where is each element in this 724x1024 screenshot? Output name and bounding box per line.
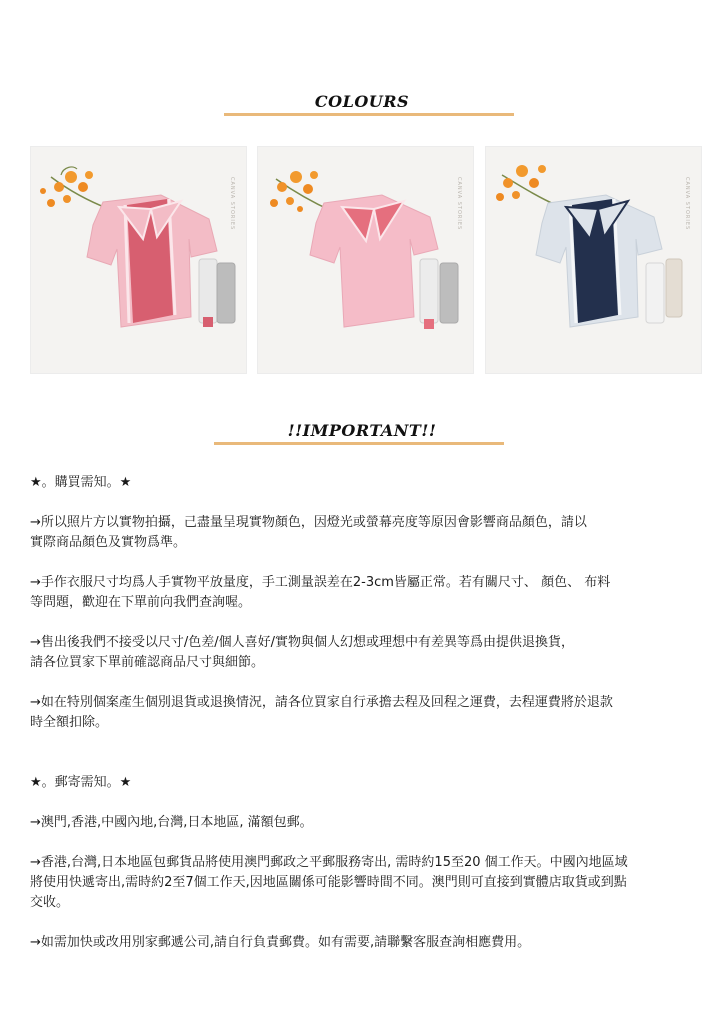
purchase-note: →售出後我們不接受以尺寸/色差/個人喜好/實物與個人幻想或理想中有差異等爲由提供退換貨， 請各位買家下單前確認商品尺寸與細節。 [30,635,575,670]
colour-photo-3[interactable] [485,146,702,374]
purchase-notice [30,473,690,733]
purchase-note: →所以照片方以實物拍攝，己盡量呈現實物顏色，因燈光或螢幕亮度等原因會影響商品顏色，請以 實際商品顏色及實物爲準。 [30,515,587,550]
blouse-shape [87,195,217,327]
important-title: !!IMPORTANT!! [287,421,437,440]
purchase-note: →如在特別個案產生個別退貨或退換情況，請各位買家自行承擔去程及回程之運費，去程運費將於退款 時全額扣除。 [30,695,613,730]
flower-sprig [496,165,556,205]
lipstick-props [420,259,458,329]
brand-watermark: CANVA STORIES [684,177,690,231]
colour-photo-2[interactable] [257,146,474,374]
blouse-shape [310,195,438,327]
purchase-note: →手作衣服尺寸均爲人手實物平放量度，手工測量誤差在2-3cm皆屬正常。若有關尺寸、 顏色、 布料 等問題，歡迎在下單前向我們查詢喔。 [30,575,611,610]
flower-sprig [40,167,109,209]
colours-title: COLOURS [314,92,410,111]
shipping-notice [30,773,690,953]
shipping-note: →如需加快或改用別家郵遞公司,請自行負責郵費。如有需要,請聯繫客服查詢相應費用。 [30,935,531,950]
brand-watermark: CANVA STORIES [229,177,235,231]
shipping-note: →澳門,香港,中國內地,台灣,日本地區, 滿額包郵。 [30,815,313,830]
colour-photo-1[interactable] [30,146,247,374]
brand-watermark: CANVA STORIES [456,177,462,231]
shipping-note: →香港,台灣,日本地區包郵貨品將使用澳門郵政之平郵服務寄出, 需時約15至20 個工作天。中國內地區域 將使用快遞寄出,需時約2至7個工作天,因地區關係可能影響時間不同。澳門則可直接到實體店取貨或到點 交收。 [30,855,628,910]
blouse-shape [536,195,662,327]
important-divider [214,442,504,445]
lipstick-props [646,259,682,323]
colours-divider [224,113,514,116]
purchase-heading: ★。購買需知。★ [30,475,132,490]
lipstick-props [199,259,235,327]
shipping-heading: ★。郵寄需知。★ [30,775,132,790]
